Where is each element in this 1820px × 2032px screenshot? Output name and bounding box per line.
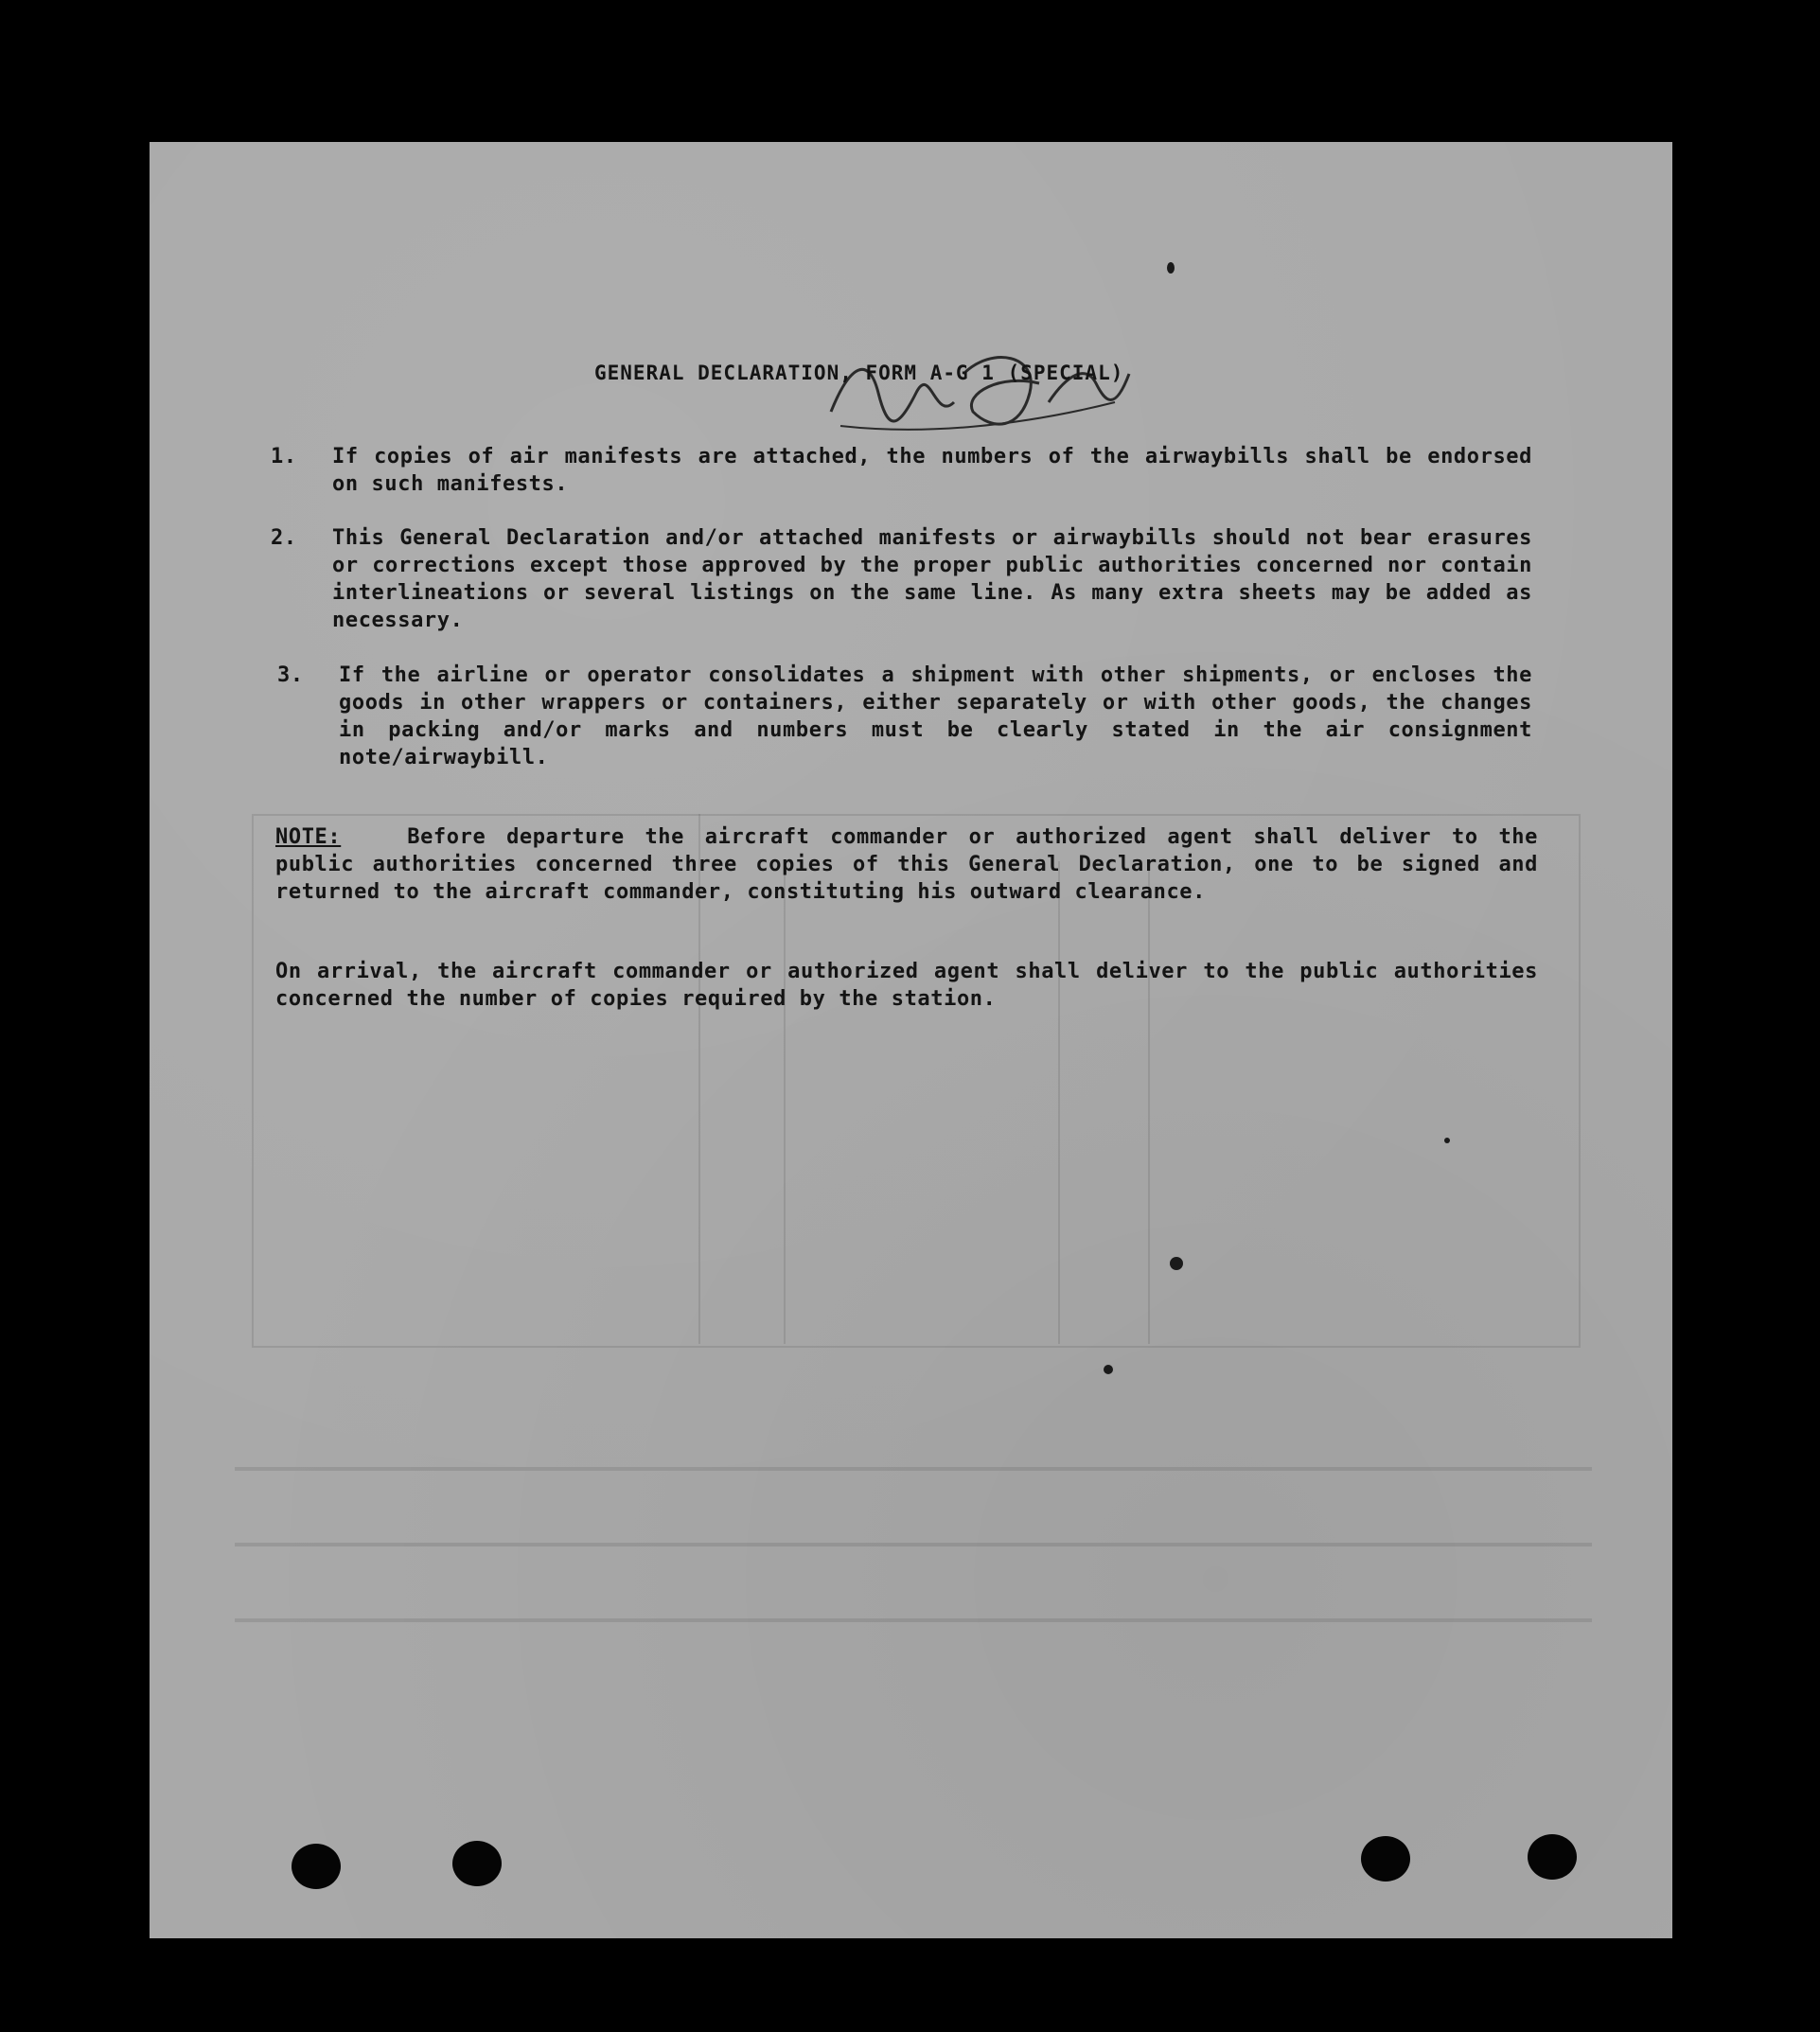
note-paragraph [275,823,1538,906]
bleed-through-line [235,1467,1592,1471]
bleed-through-rule [784,861,786,1344]
ink-speck [1167,262,1175,274]
instruction-item-2 [271,524,1532,634]
document-page [150,142,1672,1938]
punch-hole [452,1841,502,1886]
item-number: 3. [277,663,304,687]
item-text: This General Declaration and/or attached manifests or airwaybills should not bear erasures or corrections except those approved by the proper public authorities concerned nor contain interlineations or several listings on the same line. As many extra sheets may be added as necessary. [332,526,1532,632]
instruction-item-1 [271,443,1532,498]
item-text: If the airline or operator consolidates a shipment with other shipments, or encloses the goods in other wrappers or containers, either separately or with other goods, the changes in packing and/or marks and numbers must be clearly stated in the air consignment note/airwaybill. [339,663,1532,769]
ink-speck [1170,1257,1183,1270]
note-text: Before departure the aircraft commander or authorized agent shall deliver to the public authorities concerned three copies of this General Declaration, one to be signed and returned to the aircraft commander, constituting his outward clearance. [275,825,1538,904]
arrival-paragraph: On arrival, the aircraft commander or authorized agent shall deliver to the public authorities concerned the number of copies required by the station. [275,960,1538,1011]
ink-speck [1444,1138,1450,1143]
signature-scribble [812,336,1134,440]
bleed-through-heading [594,1817,653,1877]
punch-hole [1528,1834,1577,1880]
punch-hole [292,1844,341,1889]
bleed-through-line [235,1543,1592,1546]
form-title: GENERAL DECLARATION, FORM A-G 1 (SPECIAL) [594,362,1124,384]
bleed-through-line [235,1618,1592,1622]
note-label: NOTE: [275,825,342,849]
instruction-item-3 [277,662,1532,771]
bleed-through-rule [1058,861,1060,1344]
item-text: If copies of air manifests are attached, the numbers of the airwaybills shall be endorsed on such manifests. [332,445,1532,496]
item-number: 1. [271,445,297,468]
item-number: 2. [271,526,297,550]
punch-hole [1361,1836,1410,1882]
ink-speck [1104,1365,1113,1374]
bleed-through-rule [1148,861,1150,1344]
